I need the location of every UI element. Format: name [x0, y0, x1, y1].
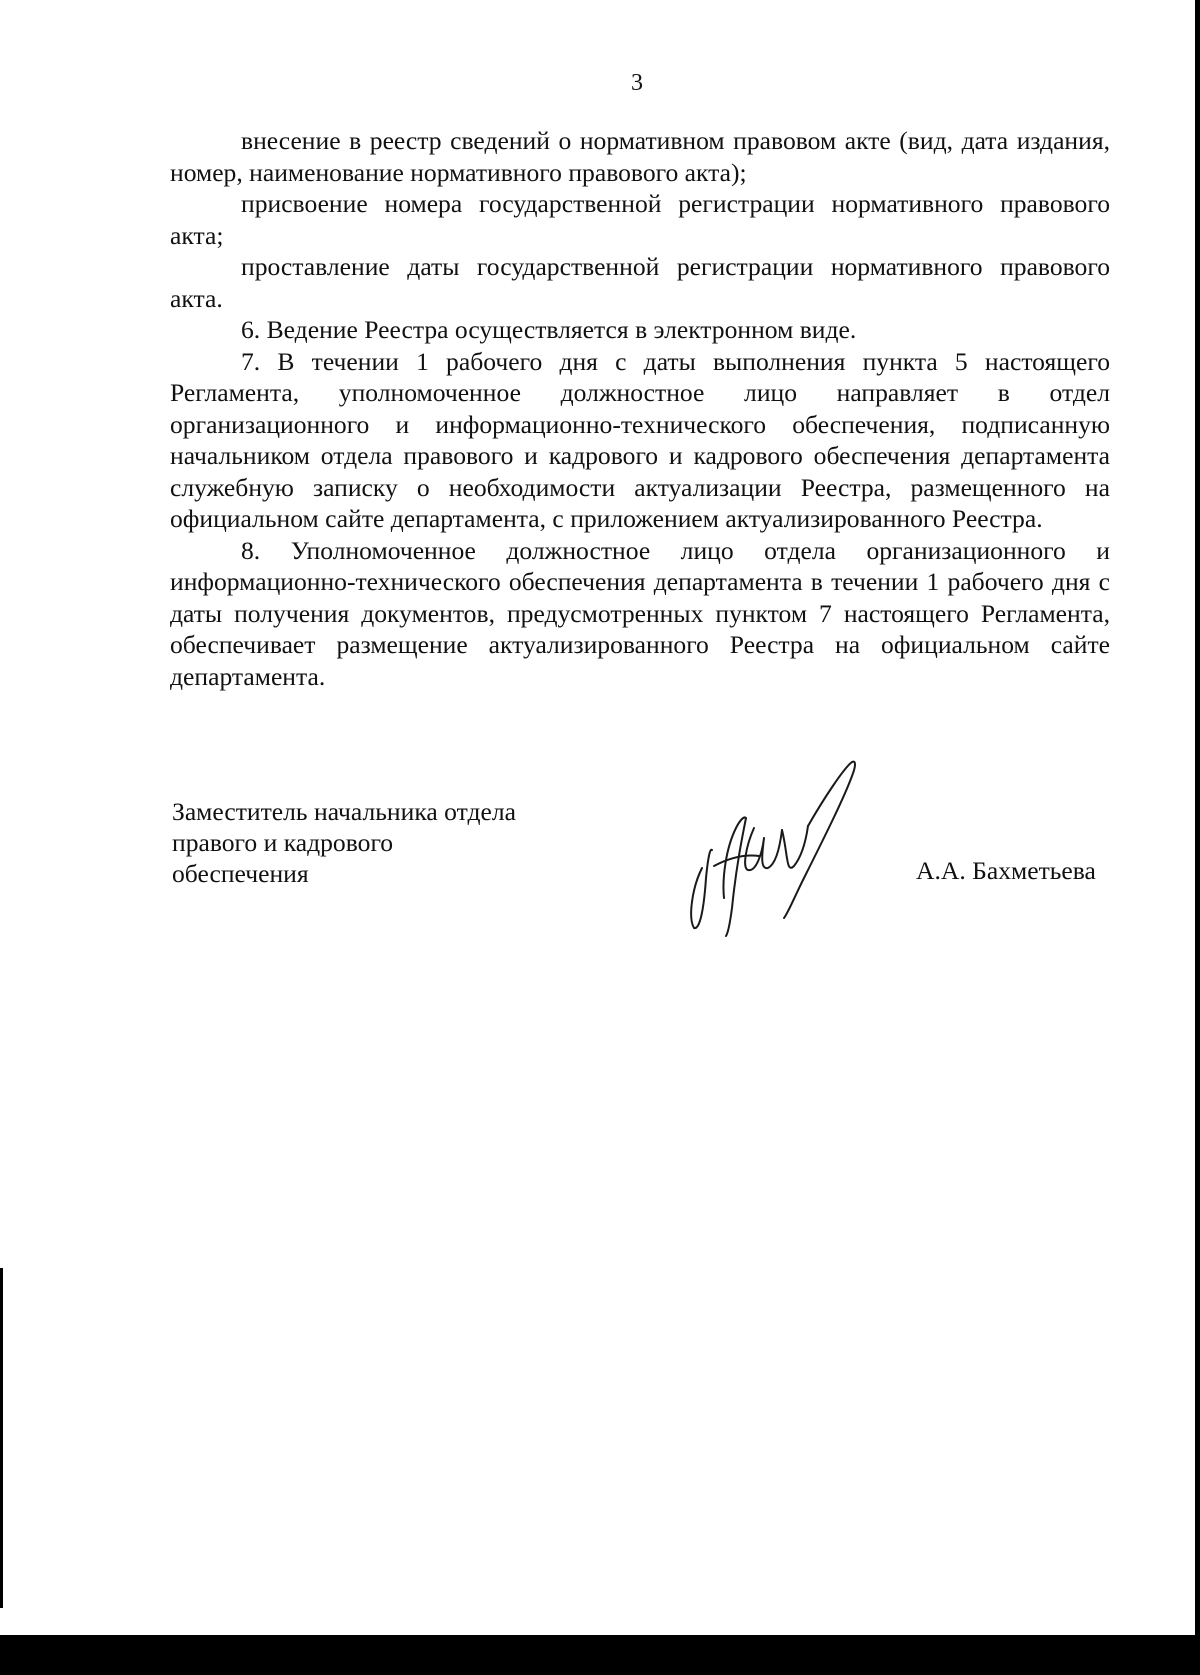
- scan-edge-left-mark: [0, 1268, 3, 1608]
- document-body: [170, 125, 1110, 692]
- scan-edge-right: [1195, 0, 1200, 1675]
- signer-name: А.А. Бахметьева: [916, 856, 1096, 885]
- paragraph-registry-entry: внесение в реестр сведений о нормативном правовом акте (вид, дата издания, номер, наименование нормативного правового акта);: [170, 126, 1110, 187]
- handwritten-signature: [684, 758, 904, 938]
- signer-position: [172, 796, 516, 889]
- signer-position-line: правого и кадрового: [172, 828, 394, 857]
- scan-edge-bottom: [0, 1635, 1200, 1675]
- signer-position-line: Заместитель начальника отдела: [172, 797, 516, 826]
- signer-position-line: обеспечения: [172, 859, 309, 888]
- paragraph-item-7: 7. В течении 1 рабочего дня с даты выполнения пункта 5 настоящего Регламента, уполномоченное должностное лицо направляет в отдел организационного и информационно-технического обеспечения, подписанную начальником отдела правового и кадрового и кадрового обеспечения департамента служебную записку о необходимости актуализации Реестра, размещенного на официальном сайте департамента, с приложением актуализированного Реестра.: [170, 346, 1110, 533]
- paragraph-item-8: 8. Уполномоченное должностное лицо отдела организационного и информационно-технического обеспечения департамента в течении 1 рабочего дня с даты получения документов, предусмотренных пунктом 7 настоящего Регламента, обеспечивает размещение актуализированного Реестра на официальном сайте департамента.: [170, 535, 1110, 691]
- paragraph-registration-number: присвоение номера государственной регистрации нормативного правового акта;: [170, 189, 1110, 250]
- paragraph-registration-date: проставление даты государственной регистрации нормативного правового акта.: [170, 252, 1110, 313]
- paragraph-item-6: 6. Ведение Реестра осуществляется в электронном виде.: [241, 315, 857, 344]
- page-number: 3: [631, 70, 643, 96]
